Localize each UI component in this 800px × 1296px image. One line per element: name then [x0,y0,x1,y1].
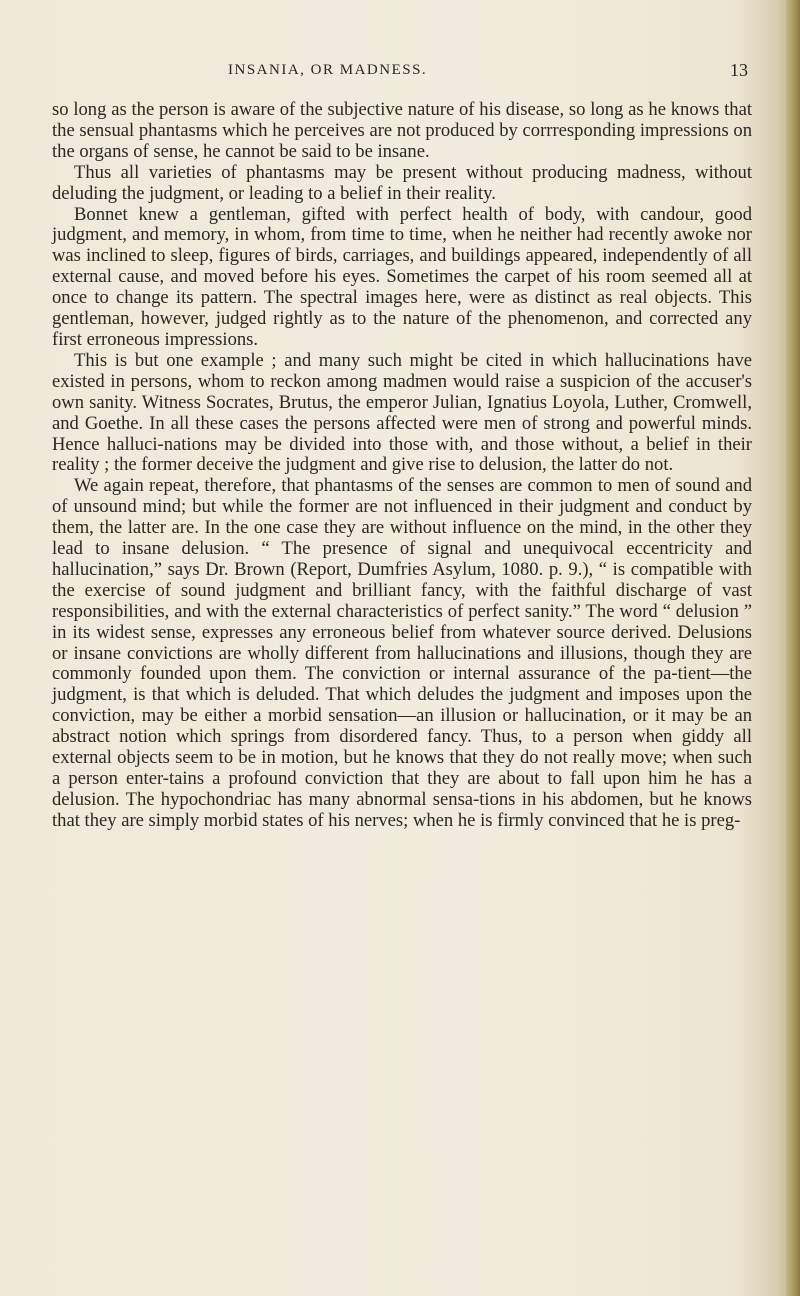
running-head: INSANIA, OR MADNESS. [228,62,428,78]
paragraph-bonnet: Bonnet knew a gentleman, gifted with perfect health of body, with candour, good judgment, and memory, in whom, from time to time, when he neither had recently awoke nor was inclined to sleep, figures of birds, carriages, and buildings appeared, independently of all external cause, and moved before his eyes. Sometimes the carpet of his room seemed all at once to change its pattern. The spectral images here, were as distinct as real objects. This gentleman, however, judged rightly as to the nature of the phenomenon, and corrected any first erroneous impressions. [52,203,752,350]
paragraph-example: This is but one example ; and many such might be cited in which hallucinations have existed in persons, whom to reckon among madmen would raise a suspicion of the accuser's own sanity. Witness Socrates, Brutus, the emperor Julian, Ignatius Loyola, Luther, Cromwell, and Goethe. In all these cases the persons affected were men of strong and powerful minds. Hence halluci-nations may be divided into those with, and those without, a belief in their reality ; the former deceive the judgment and give rise to delusion, the latter do not. [52,349,752,476]
paragraph-repeat: We again repeat, therefore, that phantasms of the senses are common to men of sound and of unsound mind; but while the former are not influenced in their judgment and conduct by them, the latter are. In the one case they are without influence on the mind, in the other they lead to insane delusion. “ The presence of signal and unequivocal eccentricity and hallucination,” says Dr. Brown (Report, Dumfries Asylum, 1080. p. 9.), “ is compatible with the exercise of sound judgment and brilliant fancy, with the faithful discharge of vast responsibilities, and with the external characteristics of perfect sanity.” The word “ delusion ” in its widest sense, expresses any erroneous belief from whatever source derived. Delusions or insane convictions are wholly different from hallucinations and illusions, though they are commonly founded upon them. The conviction or internal assurance of the pa-tient—the judgment, is that which is deluded. That which deludes the judgment and imposes upon the conviction, may be either a morbid sensation—an illusion or hallucination, or it may be an abstract notion which springs from disordered fancy. Thus, to a person when giddy all external objects seem to be in motion, but he knows that they do not really move; when such a person enter-tains a profound conviction that they are about to fall upon him he has a delusion. The hypochondriac has many abnormal sensa-tions in his abdomen, but he knows that they are simply morbid states of his nerves; when he is firmly convinced that he is preg- [52,475,752,831]
paragraph-continuation: so long as the person is aware of the subjective nature of his disease, so long as he knows that the sensual phantasms which he perceives are not produced by corrresponding impressions on the organs of sense, he cannot be said to be insane. [52,99,752,162]
page-number: 13 [730,60,748,80]
page-header [0,62,800,86]
paragraph-phantasms: Thus all varieties of phantasms may be present without producing madness, without deluding the judgment, or leading to a belief in their reality. [52,161,752,204]
body-text [52,100,752,832]
book-spine-edge [786,0,800,1296]
